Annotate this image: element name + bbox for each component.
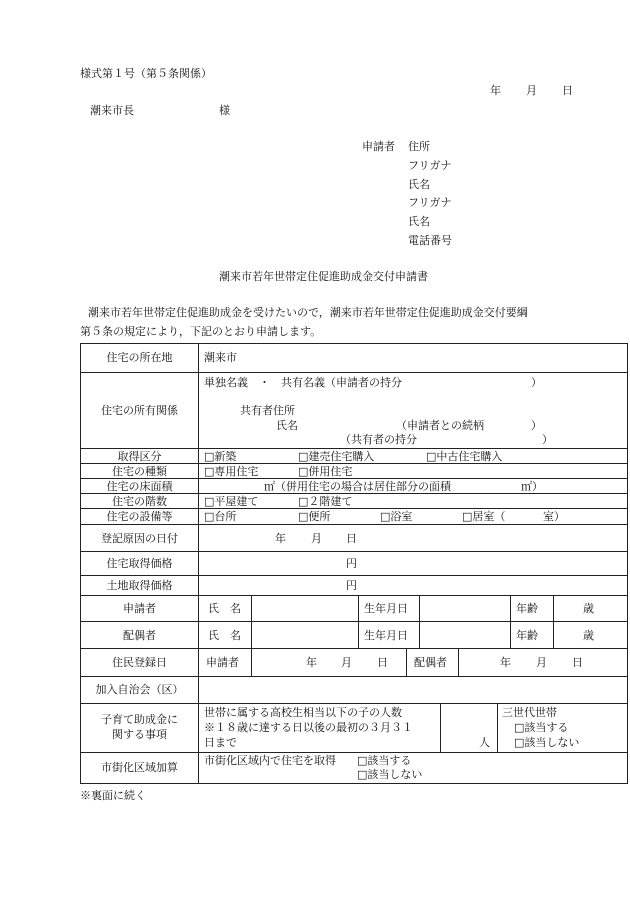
residence-spouse: 配偶者 [414, 656, 447, 669]
type-dedicated[interactable]: □専用住宅 [204, 465, 259, 478]
ownership-line-1: 単独名義 ・ 共有名義（申請者の持分 [204, 376, 402, 389]
co-owner-share-end: ） [542, 433, 553, 446]
continued-note: ※裏面に続く [80, 789, 146, 802]
child-support-text-1: 世帯に属する高校生相当以下の子の人数 [204, 706, 402, 719]
co-owner-relation-end: ） [531, 419, 542, 432]
residence-label: 住民登録日 [112, 656, 167, 669]
facility-room[interactable]: □居室（ [462, 510, 506, 523]
applicant-name-2: 氏名 [408, 215, 430, 228]
applicant-furigana-1: フリガナ [408, 159, 452, 172]
form-number: 様式第１号（第５条関係） [80, 67, 212, 80]
document-title: 潮来市若年世帯定住促進助成金交付申請書 [219, 270, 428, 283]
facility-toilet[interactable]: □便所 [298, 510, 331, 523]
registration-date-label: 登記原因の日付 [101, 532, 178, 545]
registration-year: 年 [275, 532, 286, 545]
spouse-row-name: 氏 名 [208, 629, 241, 642]
applicant-row-age-unit: 歳 [583, 602, 594, 615]
spouse-row-age-unit: 歳 [583, 629, 594, 642]
residence-month-2: 月 [536, 656, 547, 669]
location-label: 住宅の所在地 [106, 351, 173, 364]
date-year: 年 [490, 84, 501, 97]
acquisition-new[interactable]: □新築 [204, 450, 237, 463]
applicant-row-label: 申請者 [123, 602, 156, 615]
child-support-text-2: ※１８歳に達する日以後の最初の３月３１ [204, 721, 413, 734]
floor-area-unit-1: ㎡（併用住宅の場合は居住部分の面積 [264, 480, 451, 493]
applicant-row-name: 氏 名 [208, 602, 241, 615]
applicant-name-1: 氏名 [408, 178, 430, 191]
co-owner-relation: （申請者との続柄 [396, 419, 484, 432]
registration-day: 日 [346, 532, 357, 545]
intro-line-1: 潮来市若年世帯定住促進助成金を受けたいので，潮来市若年世帯定住促進助成金交付要綱 [88, 306, 528, 319]
facility-kitchen[interactable]: □台所 [204, 510, 237, 523]
spouse-row-birth: 生年月日 [364, 629, 408, 642]
co-owner-share: （共有者の持分 [340, 433, 417, 446]
date-month: 月 [526, 84, 537, 97]
floors-single[interactable]: □平屋建て [204, 495, 259, 508]
child-support-unit: 人 [479, 736, 490, 749]
association-label: 加入自治会（区） [95, 683, 184, 696]
acquisition-used[interactable]: □中古住宅購入 [426, 450, 503, 463]
residence-applicant: 申請者 [206, 656, 239, 669]
ownership-label: 住宅の所有関係 [101, 404, 178, 417]
applicant-furigana-2: フリガナ [408, 196, 452, 209]
urban-yes[interactable]: □該当する [357, 754, 412, 767]
applicant-label: 申請者 [362, 140, 395, 153]
residence-year-2: 年 [500, 656, 511, 669]
three-generation-no[interactable]: □該当しない [514, 736, 580, 749]
urban-label: 市街化区域加算 [101, 761, 178, 774]
floor-area-unit-2: ㎡） [521, 480, 543, 493]
residence-day-2: 日 [572, 656, 583, 669]
spouse-row-label: 配偶者 [123, 629, 156, 642]
spouse-row-age: 年齢 [516, 629, 538, 642]
floor-area-label: 住宅の床面積 [106, 480, 173, 493]
co-owner-name: 氏名 [276, 419, 298, 432]
type-combined[interactable]: □併用住宅 [298, 465, 353, 478]
land-price-label: 土地取得価格 [106, 579, 173, 592]
addressee-honorific: 様 [219, 104, 230, 117]
floors-two[interactable]: □２階建て [298, 495, 353, 508]
urban-text: 市街化区域内で住宅を取得 [204, 754, 336, 767]
child-support-text-3: 日まで [204, 736, 237, 749]
child-support-label-2: 関する事項 [112, 728, 167, 741]
facility-bath[interactable]: □浴室 [380, 510, 413, 523]
applicant-address: 住所 [408, 140, 430, 153]
intro-line-2: 第５条の規定により，下記のとおり申請します。 [80, 325, 322, 338]
acquisition-ready-built[interactable]: □建売住宅購入 [298, 450, 375, 463]
three-generation-yes[interactable]: □該当する [514, 721, 569, 734]
urban-no[interactable]: □該当しない [357, 768, 423, 781]
addressee-name: 潮来市長 [90, 104, 134, 117]
ownership-line-1-end: ） [531, 376, 542, 389]
registration-month: 月 [311, 532, 322, 545]
residence-year: 年 [306, 656, 317, 669]
co-owner-address: 共有者住所 [240, 404, 295, 417]
residence-month: 月 [341, 656, 352, 669]
residence-day: 日 [377, 656, 388, 669]
date-day: 日 [562, 84, 573, 97]
applicant-phone: 電話番号 [408, 234, 452, 247]
floors-label: 住宅の階数 [112, 495, 167, 508]
applicant-row-age: 年齢 [516, 602, 538, 615]
applicant-row-birth: 生年月日 [364, 602, 408, 615]
three-generation-label: 三世代世帯 [502, 706, 557, 719]
land-price-unit: 円 [346, 579, 357, 592]
house-price-unit: 円 [346, 557, 357, 570]
facility-room-end: 室） [543, 510, 565, 523]
location-value: 潮来市 [204, 351, 237, 364]
house-price-label: 住宅取得価格 [106, 557, 173, 570]
type-label: 住宅の種類 [112, 465, 167, 478]
child-support-label-1: 子育て助成金に [101, 713, 178, 726]
acquisition-label: 取得区分 [117, 450, 162, 463]
facilities-label: 住宅の設備等 [106, 510, 173, 523]
